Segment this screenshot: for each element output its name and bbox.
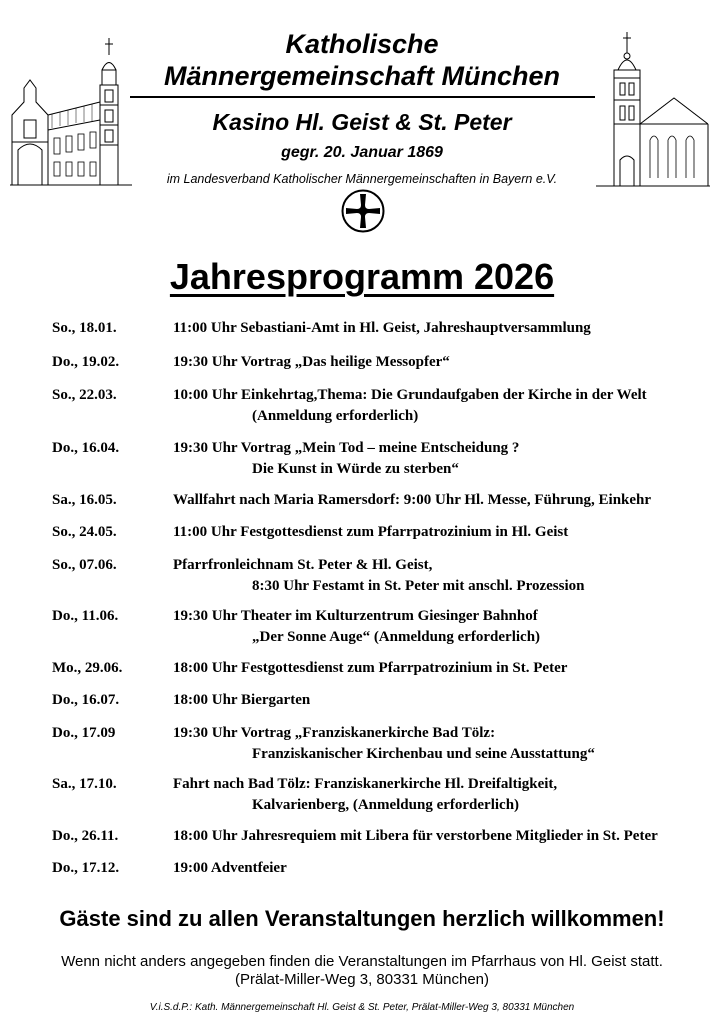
event-description: 11:00 Uhr Sebastiani-Amt in Hl. Geist, Jahreshauptversammlung [173,320,591,336]
kasino-name: Kasino Hl. Geist & St. Peter [212,109,512,135]
event-description: 19:30 Uhr Vortrag „Mein Tod – meine Entscheidung ? [173,440,520,456]
event-date: Do., 19.02. [52,354,120,370]
event-description: 19:30 Uhr Theater im Kulturzentrum Giesinger Bahnhof [173,608,538,624]
org-name-line1: Katholische [285,29,439,59]
founded-date: gegr. 20. Januar 1869 [281,144,443,161]
venue-note: Wenn nicht anders angegeben finden die Veranstaltungen im Pfarrhaus von Hl. Geist statt. [61,953,663,970]
event-description: Pfarrfronleichnam St. Peter & Hl. Geist, [173,557,433,573]
event-description: 18:00 Uhr Jahresrequiem mit Libera für verstorbene Mitglieder in St. Peter [173,828,658,844]
event-description: 11:00 Uhr Festgottesdienst zum Pfarrpatrozinium in Hl. Geist [173,524,569,540]
welcome-message: Gäste sind zu allen Veranstaltungen herzlich willkommen! [59,906,665,931]
event-date: Do., 16.04. [52,440,120,456]
event-date: Do., 26.11. [52,828,119,844]
event-date: Do., 16.07. [52,692,120,708]
event-date: Sa., 17.10. [52,776,117,792]
verband-affiliation: im Landesverband Katholischer Männergemeinschaften in Bayern e.V. [166,172,558,186]
event-description: 18:00 Uhr Biergarten [173,692,311,708]
event-description-continued: „Der Sonne Auge“ (Anmeldung erforderlich) [252,629,541,645]
event-description-continued: (Anmeldung erforderlich) [252,408,419,424]
event-date: Do., 17.12. [52,860,120,876]
event-description: Wallfahrt nach Maria Ramersdorf: 9:00 Uhr Hl. Messe, Führung, Einkehr [173,492,652,508]
event-description: 18:00 Uhr Festgottesdienst zum Pfarrpatrozinium in St. Peter [173,660,568,676]
event-date: Do., 11.06. [52,608,119,624]
event-description: 19:00 Adventfeier [173,860,287,876]
cross-emblem-icon [341,189,385,233]
event-date: Do., 17.09 [52,725,116,741]
church-st-peter-illustration [596,28,710,190]
church-hl-geist-illustration [10,30,132,190]
page-title-text: Jahresprogramm 2026 [169,256,555,297]
event-description: Fahrt nach Bad Tölz: Franziskanerkirche Hl. Dreifaltigkeit, [173,776,558,792]
event-date: So., 07.06. [52,557,117,573]
event-date: Sa., 16.05. [52,492,117,508]
header-divider [130,96,595,98]
event-date: Mo., 29.06. [52,660,123,676]
event-date: So., 22.03. [52,387,117,403]
imprint-footer: V.i.S.d.P.: Kath. Männergemeinschaft Hl. Geist & St. Peter, Prälat-Miller-Weg 3, 80331 München [149,1002,575,1013]
event-description-continued: Die Kunst in Würde zu sterben“ [252,461,459,477]
venue-address: (Prälat-Miller-Weg 3, 80331 München) [235,971,489,988]
event-description-continued: Franziskanischer Kirchenbau und seine Ausstattung“ [252,746,595,762]
event-description-continued: Kalvarienberg, (Anmeldung erforderlich) [252,797,520,813]
page-title [100,254,624,300]
org-name-line2: Männergemeinschaft München [163,61,561,91]
event-description: 10:00 Uhr Einkehrtag,Thema: Die Grundaufgaben der Kirche in der Welt [173,387,647,403]
event-date: So., 24.05. [52,524,117,540]
event-description: 19:30 Uhr Vortrag „Das heilige Messopfer“ [173,354,450,370]
event-description: 19:30 Uhr Vortrag „Franziskanerkirche Bad Tölz: [173,725,496,741]
event-date: So., 18.01. [52,320,117,336]
event-description-continued: 8:30 Uhr Festamt in St. Peter mit anschl. Prozession [252,578,585,594]
